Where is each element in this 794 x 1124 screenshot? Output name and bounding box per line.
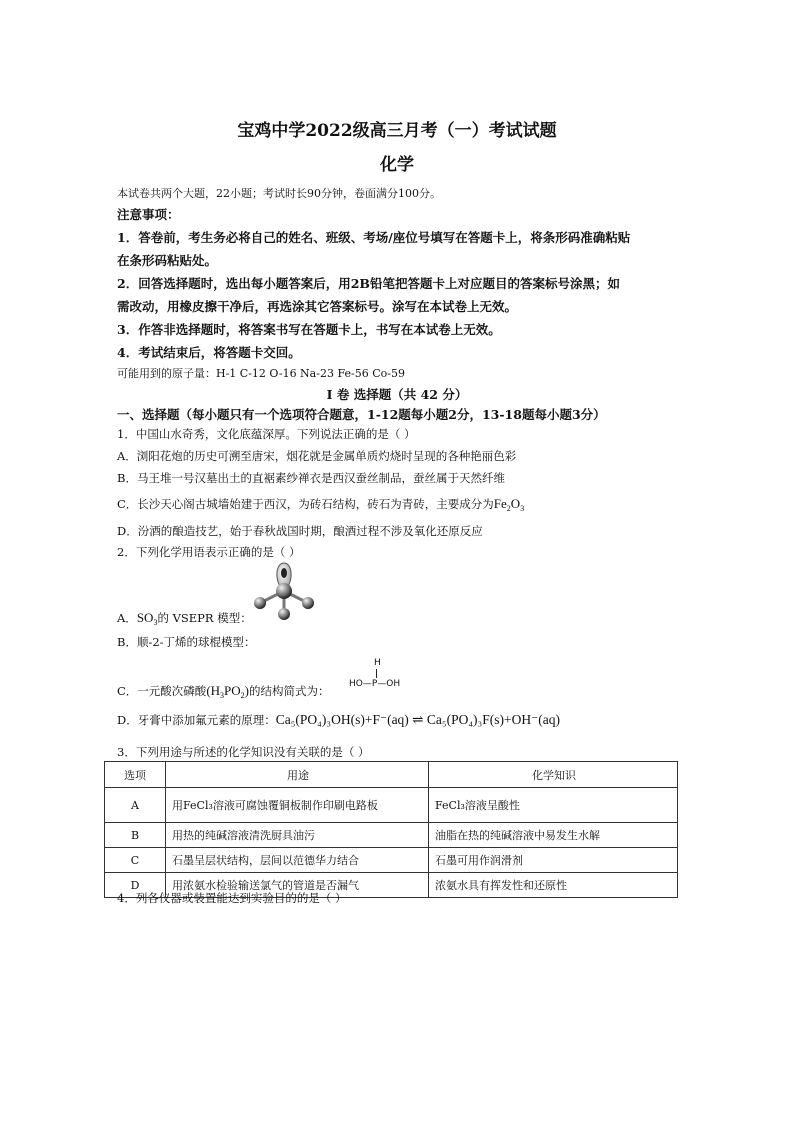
notice-item-1-cont: 在条形码粘贴处。: [117, 253, 218, 268]
h3po2-structure-h: H: [374, 658, 381, 668]
section1-heading: 一、选择题（每小题只有一个选项符合题意，1-12题每小题2分，13-18题每小题3分）: [117, 407, 606, 422]
notice-item-4: 4．考试结束后，将答题卡交回。: [117, 345, 301, 360]
table-cell-knowledge: 石墨可用作润滑剂: [429, 848, 678, 873]
table-cell-use: 用FeCl₃溶液可腐蚀覆铜板制作印刷电路板: [166, 788, 429, 823]
so3-formula: $SO_3$: [136, 610, 158, 627]
q2-stem: 2．下列化学用语表示正确的是（ ）: [117, 545, 301, 559]
q2-option-c: C．一元酸次磷酸$(H_3PO_2)$的结构简式为：: [117, 683, 330, 700]
atomic-masses: 可能用到的原子量：H-1 C-12 O-16 Na-23 Fe-56 Co-59: [117, 367, 405, 380]
table-row: [105, 823, 678, 848]
table-header-row: [105, 762, 678, 788]
table-cell-knowledge: 浓氨水具有挥发性和还原性: [429, 873, 678, 898]
h3po2-formula: $(H_3PO_2)$: [206, 683, 249, 700]
section1-title: I 卷 选择题（共 42 分）: [326, 387, 468, 402]
notice-heading: 注意事项：: [117, 207, 180, 222]
table-cell-option: C: [105, 848, 166, 873]
h3po2-structure-bond: [376, 669, 377, 678]
h3po2-structure-main: HO—P—OH: [349, 679, 401, 689]
q4-stem: 4．列各仪器或装置能达到实验目的的是（ ）: [117, 891, 347, 905]
q3-table: [104, 761, 678, 898]
table-cell-option: A: [105, 788, 166, 823]
table-cell-use: 石墨呈层状结构，层间以范德华力结合: [166, 848, 429, 873]
q1-option-d: D．汾酒的酿造技艺，始于春秋战国时期，酿酒过程不涉及氧化还原反应: [117, 524, 483, 538]
q3-stem: 3．下列用途与所述的化学知识没有关联的是（ ）: [117, 745, 370, 759]
table-cell-use: 用浓氨水检验输送氯气的管道是否漏气: [166, 873, 429, 898]
fluoride-equation: Ca₅(PO₄)₃OH(s)+F⁻(aq) ⇌ Ca₅(PO₄)₃F(s)+OH⁻(aq): [275, 712, 560, 727]
table-cell-knowledge: FeCl₃溶液呈酸性: [429, 788, 678, 823]
q2-option-a: A．$SO_3$的 VSEPR 模型：: [117, 610, 252, 627]
table-header-option: 选项: [105, 762, 166, 788]
table-cell-option: D: [105, 873, 166, 898]
q1-option-c: C．长沙天心阁古城墙始建于西汉，为砖石结构，砖石为青砖，主要成分为$Fe_2O_3$: [117, 496, 525, 513]
exam-subject: 化学: [380, 155, 414, 175]
notice-item-2: 2．回答选择题时，选出每小题答案后，用2B铅笔把答题卡上对应题目的答案标号涂黑；如: [117, 276, 620, 291]
q2-option-d: D．牙膏中添加氟元素的原理：Ca₅(PO₄)₃OH(s)+F⁻(aq) ⇌ Ca₅(PO₄)₃F(s)+OH⁻(aq): [117, 712, 560, 727]
notice-item-2-cont: 需改动，用橡皮擦干净后，再选涂其它答案标号。涂写在本试卷上无效。: [117, 299, 518, 314]
q2-option-b: B．顺-2-丁烯的球棍模型：: [117, 635, 256, 649]
q1-option-b: B．马王堆一号汉墓出土的直裾素纱禅衣是西汉蚕丝制品，蚕丝属于天然纤维: [117, 471, 505, 485]
so3-vsepr-model-figure: [250, 561, 318, 623]
table-row: [105, 788, 678, 823]
q1-option-a: A．浏阳花炮的历史可溯至唐宋，烟花就是金属单质灼烧时呈现的各种艳丽色彩: [117, 449, 517, 463]
exam-intro: 本试卷共两个大题，22小题；考试时长90分钟，卷面满分100分。: [117, 187, 441, 200]
table-cell-use: 用热的纯碱溶液清洗厨具油污: [166, 823, 429, 848]
table-row: [105, 848, 678, 873]
q1-stem: 1．中国山水奇秀，文化底蕴深厚。下列说法正确的是（ ）: [117, 427, 416, 441]
table-header-use: 用途: [166, 762, 429, 788]
table-cell-knowledge: 油脂在热的纯碱溶液中易发生水解: [429, 823, 678, 848]
table-header-knowledge: 化学知识: [429, 762, 678, 788]
notice-item-1: 1．答卷前，考生务必将自己的姓名、班级、考场/座位号填写在答题卡上，将条形码准确粘贴: [117, 230, 631, 245]
exam-title: 宝鸡中学2022级高三月考（一）考试试题: [237, 121, 557, 141]
fe2o3-formula: $Fe_2O_3$: [493, 496, 525, 513]
notice-item-3: 3．作答非选择题时，将答案书写在答题卡上，书写在本试卷上无效。: [117, 322, 501, 337]
table-cell-option: B: [105, 823, 166, 848]
